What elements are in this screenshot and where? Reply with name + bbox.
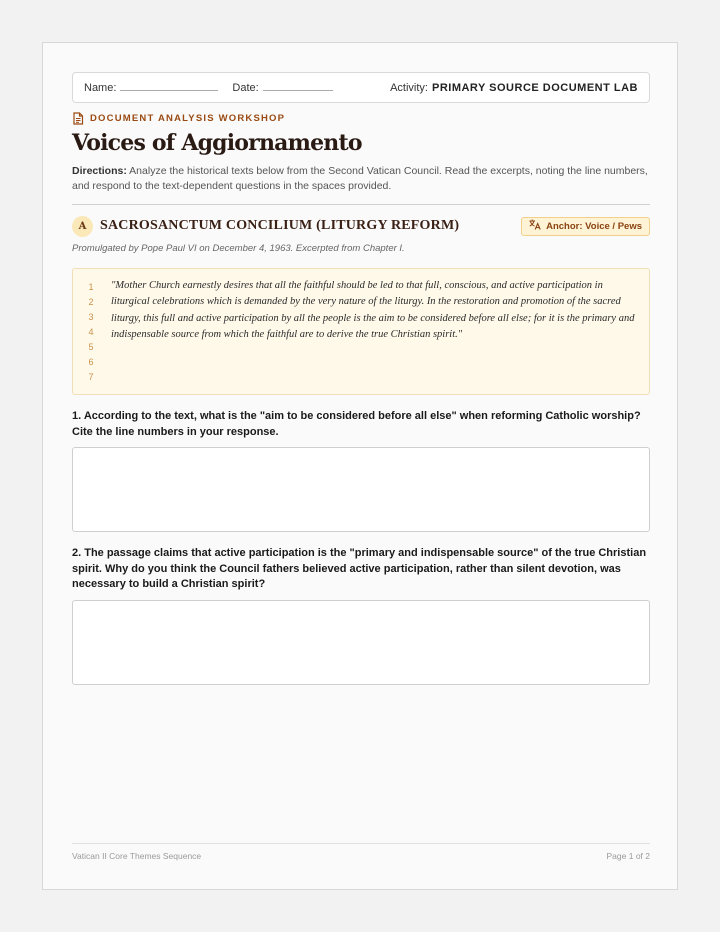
line-number: 6 <box>88 357 94 367</box>
line-number: 4 <box>88 327 94 337</box>
document-icon <box>72 112 84 125</box>
section-title: SACROSANCTUM CONCILIUM (LITURGY REFORM) <box>100 218 460 233</box>
line-number: 3 <box>88 312 94 322</box>
worksheet-content <box>72 72 650 685</box>
worksheet-page <box>42 42 678 890</box>
activity-label: Activity: <box>390 81 428 94</box>
question-1: 1. According to the text, what is the "aim to be considered before all else" when reforming Catholic worship? Cite the line numbers in your response. <box>72 410 641 438</box>
page-title: Voices of Aggiornamento <box>72 130 362 156</box>
answer-box-1[interactable] <box>72 447 650 532</box>
answer-box-2[interactable] <box>72 600 650 685</box>
name-field[interactable] <box>120 90 218 91</box>
directions <box>72 164 650 193</box>
source-citation: Promulgated by Pope Paul VI on December 4, 1963. Excerpted from Chapter I. <box>72 243 405 254</box>
question-2: 2. The passage claims that active participation is the "primary and indispensable source" of the true Christian spirit. Why do you think the Council fathers believed active participation, rather than silent devotion, was necessary to build a Christian spirit? <box>72 547 647 590</box>
line-numbers <box>84 280 98 385</box>
date-field[interactable] <box>263 90 333 91</box>
student-info-bar <box>72 72 650 103</box>
primary-source-excerpt <box>72 268 650 395</box>
translate-icon <box>529 219 541 233</box>
date-label: Date: <box>232 81 259 94</box>
divider <box>72 204 650 205</box>
anchor-badge <box>521 217 650 236</box>
eyebrow-text: DOCUMENT ANALYSIS WORKSHOP <box>90 113 286 124</box>
directions-label: Directions: <box>72 165 127 177</box>
line-number: 1 <box>88 282 94 292</box>
page-footer <box>72 843 650 861</box>
footer-sequence-name: Vatican II Core Themes Sequence <box>72 851 202 861</box>
section-letter-badge: A <box>72 216 93 237</box>
line-number: 5 <box>88 342 94 352</box>
activity-value: PRIMARY SOURCE DOCUMENT LAB <box>431 81 638 94</box>
section-eyebrow <box>72 112 650 125</box>
anchor-badge-text: Anchor: Voice / Pews <box>546 220 642 232</box>
section-header <box>72 215 650 237</box>
name-label: Name: <box>84 81 117 94</box>
directions-text: Analyze the historical texts below from the Second Vatican Council. Read the excerpts, noting the line numbers, and respond to the text-dependent questions in the spaces provided. <box>72 165 648 192</box>
line-number: 7 <box>88 372 94 382</box>
line-number: 2 <box>88 297 94 307</box>
page-number: Page 1 of 2 <box>606 851 650 861</box>
excerpt-text: "Mother Church earnestly desires that all the faithful should be led to that full, conscious, and active participation in liturgical celebrations which is demanded by the very nature of the liturgy. In the restoration and promotion of the sacred liturgy, this full and active participation by all the people is the aim to be considered before all else; for it is the primary and indispensable source from which the faithful are to derive the true Christian spirit." <box>111 280 635 341</box>
